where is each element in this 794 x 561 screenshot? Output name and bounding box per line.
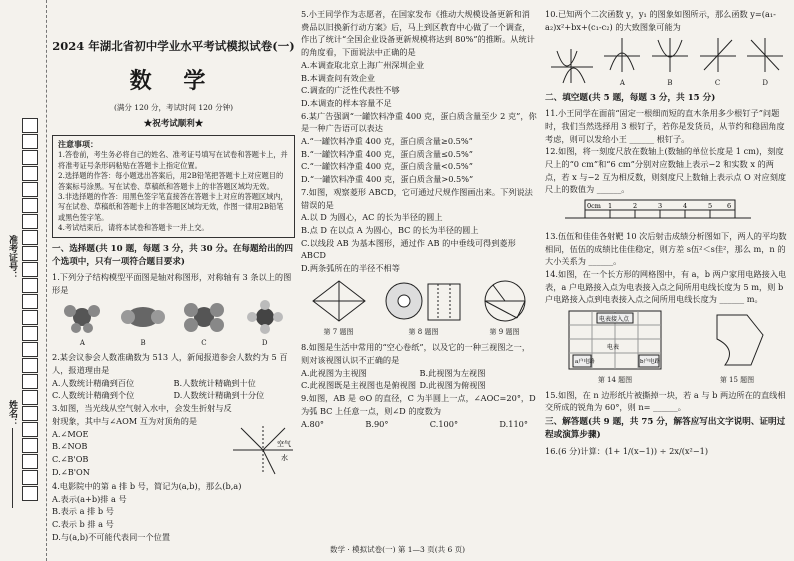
option[interactable]: D.∠B'ON: [52, 466, 90, 477]
q14-q15-figures: [545, 309, 789, 386]
fig-caption: 第 8 题图: [408, 328, 439, 337]
label: D: [762, 79, 768, 88]
option[interactable]: C.调查的广泛性代表性不够: [301, 85, 400, 96]
ruler-figure: [565, 198, 789, 228]
exam-title: 2024 年湖北省初中学业水平考试模拟试卷(一): [52, 39, 295, 53]
q9-options: [301, 418, 538, 431]
question-3-block: [52, 402, 295, 480]
column-1: [52, 8, 295, 543]
notice-heading: 注意事项：: [58, 138, 98, 149]
option[interactable]: D.与(a,b)不可能代表同一个位置: [52, 531, 171, 542]
good-luck: ★祝考试顺利★: [143, 118, 204, 129]
question-4: 4.电影院中的第 a 排 b 号，简记为(a,b)，那么(b,a): [52, 480, 242, 491]
option[interactable]: D.本调查的样本容量不足: [301, 97, 392, 108]
question-7: 7.如图，观察菱形 ABCD，它可通过尺规作图画出来。下列说法错误的是: [301, 186, 533, 210]
option[interactable]: A.以 D 为圆心，AC 的长为半径的圆上: [301, 212, 443, 223]
option[interactable]: D.此视图为俯视图: [419, 380, 486, 391]
fig-caption: 第 14 题图: [597, 375, 633, 384]
notice-item: 3.非选择题的作答：用黑色签字笔直接答在答题卡上对应的答题区域内，写在试卷、草稿纸和答题卡上的非答题区域均无效，作图一律用2B铅笔或黑色签字笔。: [58, 192, 288, 222]
option[interactable]: B.本调查问有效企业: [301, 72, 376, 83]
q7-q9-figures: [301, 278, 538, 339]
fig-label: 电表: [607, 344, 620, 352]
option-graph-c[interactable]: [698, 36, 738, 89]
label: A: [619, 79, 625, 88]
name-line: [12, 428, 13, 508]
question-12: 12.如图，将一刻度尺放在数轴上(数轴的单位长度是 1 cm)，刻度尺上的“0 cm”和“6 cm”分别对应数轴上表示−2 和实数 x 的两点，若 x 与−2 互为相反数，则刻度尺上数轴上表示点 O 对应刻度尺上的数值为 ______。: [545, 146, 787, 195]
question-6: 6.某广告强调“一罐饮料净重 400 克，蛋白质含量至少 2 克”，你是一种广告语可以表达: [301, 110, 537, 134]
option-graph-d[interactable]: [745, 36, 785, 89]
fig-caption: 第 15 题图: [719, 375, 755, 384]
ruler-tick: 6: [727, 202, 732, 211]
exam-no-boxes[interactable]: [22, 118, 40, 502]
notice-item: 2.选择题的作答：每小题选出答案后，用2B铅笔把答题卡上对应题目的答案标号涂黑。写在试卷、草稿纸和答题卡上的非答题区域均无效。: [58, 171, 284, 191]
option[interactable]: A.人数统计精确到百位: [52, 377, 135, 388]
section-2-heading: 二、填空题(共 5 题，每题 3 分，共 15 分): [545, 92, 716, 103]
notice-box: [52, 135, 295, 238]
molecule-d: [242, 300, 288, 349]
option[interactable]: D.人数统计精确到十分位: [173, 390, 265, 401]
ruler-tick: 4: [683, 202, 688, 211]
question-9: 9.如图，AB 是 ⊙O 的直径，C 为半圆上一点，∠AOC=20°，D 为弧 BC 上任意一点，则∠D 的度数为: [301, 393, 536, 416]
option[interactable]: D.110°: [499, 418, 528, 429]
circle-figure: [479, 278, 531, 339]
section-3-heading: 三、解答题(共 9 题，共 75 分，解答应写出文字说明、证明过程或演算步骤): [545, 417, 786, 441]
svg-text:水: 水: [281, 454, 288, 463]
option[interactable]: B.人数统计精确到十位: [173, 377, 256, 388]
q1-figures: [52, 300, 295, 349]
molecule-a: [59, 300, 105, 349]
option[interactable]: A.此视图为主视图: [301, 367, 367, 378]
question-15: 15.如图，在 n 边形纸片被撕掉一块，若 a 与 b 两边所在的直线相交所成的锐角为 60°，则 n= ______。: [545, 389, 786, 413]
column-3: [545, 8, 789, 457]
label: D: [261, 338, 268, 347]
ruler-tick: 5: [708, 202, 713, 211]
option[interactable]: B.∠NOB: [52, 441, 88, 452]
option[interactable]: A.∠MOE: [52, 428, 89, 439]
option[interactable]: A.80°: [301, 418, 325, 429]
label: C: [201, 338, 207, 347]
ruler-tick: 3: [658, 202, 663, 211]
question-2: 2.某会议参会人数准确数为 513 人，新闻报道参会人数约为 5 百人，报道理由是: [52, 352, 288, 376]
question-14: 14.如图，在一个长方形的网格图中，有 a，b 两户家用电路接入电表，a 户电路接入点为电表接入点之间所用电线长度为 5 m，则 b 户电路接入点到电表接入点之间所用电线长度为 ______ m。: [545, 269, 787, 305]
molecule-c: [181, 300, 227, 349]
option-graph-a[interactable]: [602, 36, 642, 89]
option[interactable]: C.表示 b 排 a 号: [52, 519, 114, 529]
fig-caption: 第 9 题图: [489, 328, 520, 337]
fig-label: b户电路: [640, 359, 661, 366]
q8-options: [301, 367, 538, 392]
question-5: 5.小王同学作为志愿者，在国家发布《推动大规模设备更新和消费品以旧换新行动方案》后，马上到区教育中心做了一个调查，作出了统计“全国企业设备更新规模将达到 80%”的推断。从统计的角度看，下面说法中正确的是: [301, 9, 535, 58]
fig-label: a户电路: [575, 359, 595, 366]
label: A: [79, 338, 85, 347]
paper-roll-figure: [384, 278, 464, 339]
question-1: 1.下列分子结构模型平面图是轴对称图形，对称轴有 3 条以上的图形是: [52, 272, 292, 296]
option[interactable]: C.∠B'OB: [52, 454, 89, 464]
ruler-tick: 0cm: [587, 202, 601, 211]
option[interactable]: D.两条弧所在的半径不相等: [301, 263, 400, 274]
fig-caption: 第 7 题图: [323, 328, 354, 337]
question-3: 3.如图，当光线从空气射入水中，会发生折射与反射现象，其中与∠AOM 互为对顶角的是: [52, 403, 232, 426]
given-parabolas-graph: [549, 47, 595, 89]
notice-item: 1.答卷前，考生务必将自己的姓名、准考证号填写在试卷和答题卡上，并将准考证号条形码粘贴在答题卡上指定位置。: [58, 150, 288, 170]
q2-options: [52, 377, 295, 402]
question-16: 16.(6 分)计算：(1+ 1/(x−1)) ÷ 2x/(x²−1): [545, 445, 709, 456]
ruler-tick: 2: [633, 202, 638, 211]
option[interactable]: C.100°: [429, 418, 459, 429]
option[interactable]: B.点 D 在以点 A 为圆心，BC 的长为半径的圆上: [301, 224, 479, 235]
subject-title: 数 学: [129, 67, 218, 94]
name-label: 姓名：: [7, 400, 17, 427]
option[interactable]: C.人数统计精确到个位: [52, 390, 135, 401]
ruler-tick: 1: [608, 202, 613, 211]
label: B: [140, 338, 146, 347]
page-footer: 数学 · 模拟试卷(一) 第 1—3 页(共 6 页): [330, 545, 466, 554]
torn-polygon-figure: [707, 309, 767, 386]
exam-no-label: 准考证号：: [7, 235, 17, 280]
question-13: 13.伍伍和佳佳各射靶 10 次后射击成绩分析图如下，两人的平均数相同，伍伍的成绩比佳佳稳定，则方差 s伍²＜s佳²，那么 m，n 的大小关系为 ______。: [545, 230, 787, 267]
column-2: [301, 8, 538, 430]
refraction-figure: [233, 402, 295, 480]
option[interactable]: A.本调查取北京上海广州深圳企业: [301, 59, 425, 70]
option[interactable]: B.90°: [365, 418, 389, 429]
option[interactable]: A.“一罐饮料净重 400 克，蛋白质含量≥0.5%”: [301, 136, 473, 147]
option[interactable]: C.以线段 AB 为基本图形，通过作 AB 的中垂线可得到菱形 ABCD: [301, 237, 516, 261]
option[interactable]: C.此视图既是主视图也是俯视图: [301, 380, 417, 391]
fig-label: 电表接入点: [599, 316, 630, 324]
rhombus-figure: [309, 278, 369, 339]
question-8: 8.如图是生活中常用的“空心卷纸”，以及它的一种三视图之一，则对该视图认识不正确的是: [301, 342, 531, 366]
label: C: [714, 79, 721, 88]
notice-item: 4.考试结束后，请将本试卷和答题卡一并上交。: [58, 223, 209, 233]
option[interactable]: B.表示 a 排 b 号: [52, 506, 114, 517]
label: B: [667, 79, 673, 88]
exam-info: (满分 120 分，考试时间 120 分钟): [113, 102, 234, 112]
q10-graphs: [545, 36, 789, 89]
option[interactable]: C.“一罐饮料净重 400 克，蛋白质含量<0.5%”: [301, 161, 473, 172]
svg-text:空气: 空气: [277, 440, 291, 449]
option[interactable]: A.表示(a+b)排 a 号: [52, 493, 127, 504]
option[interactable]: B.“一罐饮料净重 400 克，蛋白质含量≤0.5%”: [301, 148, 473, 159]
option-graph-b[interactable]: [650, 36, 690, 89]
molecule-b: [120, 300, 166, 349]
option[interactable]: D.“一罐饮料净重 400 克，蛋白质含量>0.5%”: [301, 174, 474, 185]
circuit-grid-figure: [567, 309, 663, 386]
binding-margin: [0, 0, 47, 561]
section-1-heading: 一、选择题(共 10 题，每题 3 分，共 30 分。在每题给出的四个选项中，只有一项符合题目要求): [52, 243, 293, 268]
question-10: 10.已知两个二次函数 y，y₁ 的图象如图所示，那么函数 y=(a₁-a₂)x²+bx+(c₁-c₂) 的大致图象可能为: [545, 9, 776, 32]
option[interactable]: B.此视图为左视图: [419, 367, 486, 378]
question-11: 11.小王同学在面前“固定一根细而短的直木条用多少根钉子”问题时，我们当然选择用 3 根钉子，若你是发货员，从节约和稳固角度考虑，则可以发给小王 ______ 根钉子。: [545, 108, 785, 144]
